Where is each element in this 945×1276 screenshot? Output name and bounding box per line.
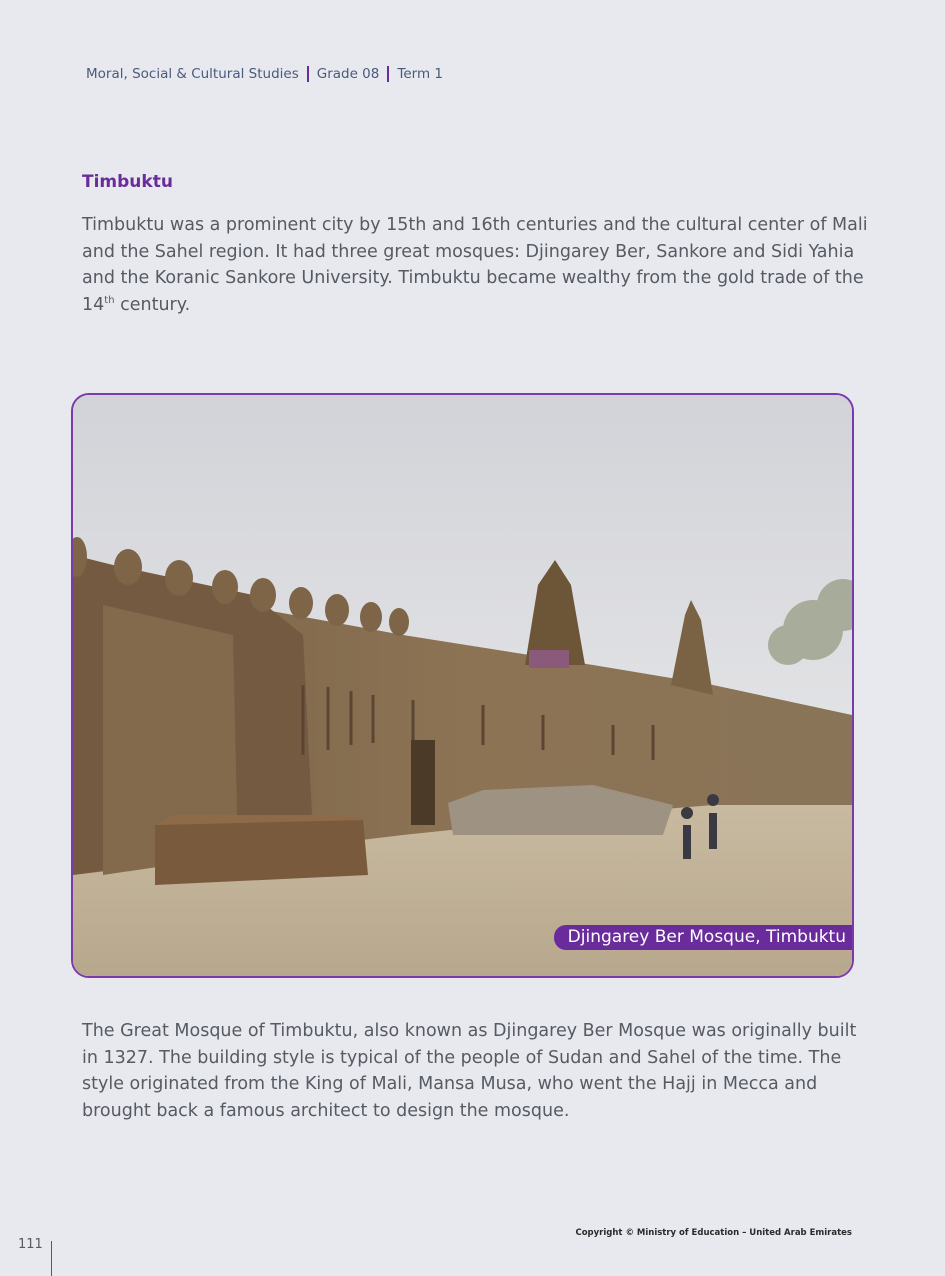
header-separator — [307, 66, 309, 82]
mosque-photo — [73, 395, 852, 976]
running-header — [86, 66, 443, 82]
intro-paragraph — [82, 212, 872, 318]
intro-text: Timbuktu was a prominent city by 15th and 16th centuries and the cultural center of Mali and the Sahel region. It had three great mosques: Djingarey Ber, Sankore and Sidi Yahia and the Koranic Sankore University. Timbuktu became wealthy from the gold trade of the 14 — [82, 215, 868, 315]
intro-text-end: century. — [114, 294, 191, 315]
header-separator — [387, 66, 389, 82]
copyright-notice: Copyright © Ministry of Education – United Arab Emirates — [575, 1228, 852, 1238]
mosque-photo-figure — [71, 393, 854, 978]
mosque-paragraph: The Great Mosque of Timbuktu, also known as Djingarey Ber Mosque was originally built in 1327. The building style is typical of the people of Sudan and Sahel of the time. The style originated from the King of Mali, Mansa Musa, who went the Hajj in Mecca and brought back a famous architect to design the mosque. — [82, 1021, 857, 1121]
page-number: 111 — [18, 1237, 43, 1252]
section-title: Timbuktu — [82, 172, 173, 192]
figure-caption: Djingarey Ber Mosque, Timbuktu — [554, 925, 854, 950]
ordinal-suffix: th — [104, 294, 115, 306]
header-grade: Grade 08 — [316, 66, 380, 82]
page-number-rule — [51, 1241, 52, 1276]
header-term: Term 1 — [397, 66, 443, 82]
header-subject: Moral, Social & Cultural Studies — [86, 66, 299, 82]
